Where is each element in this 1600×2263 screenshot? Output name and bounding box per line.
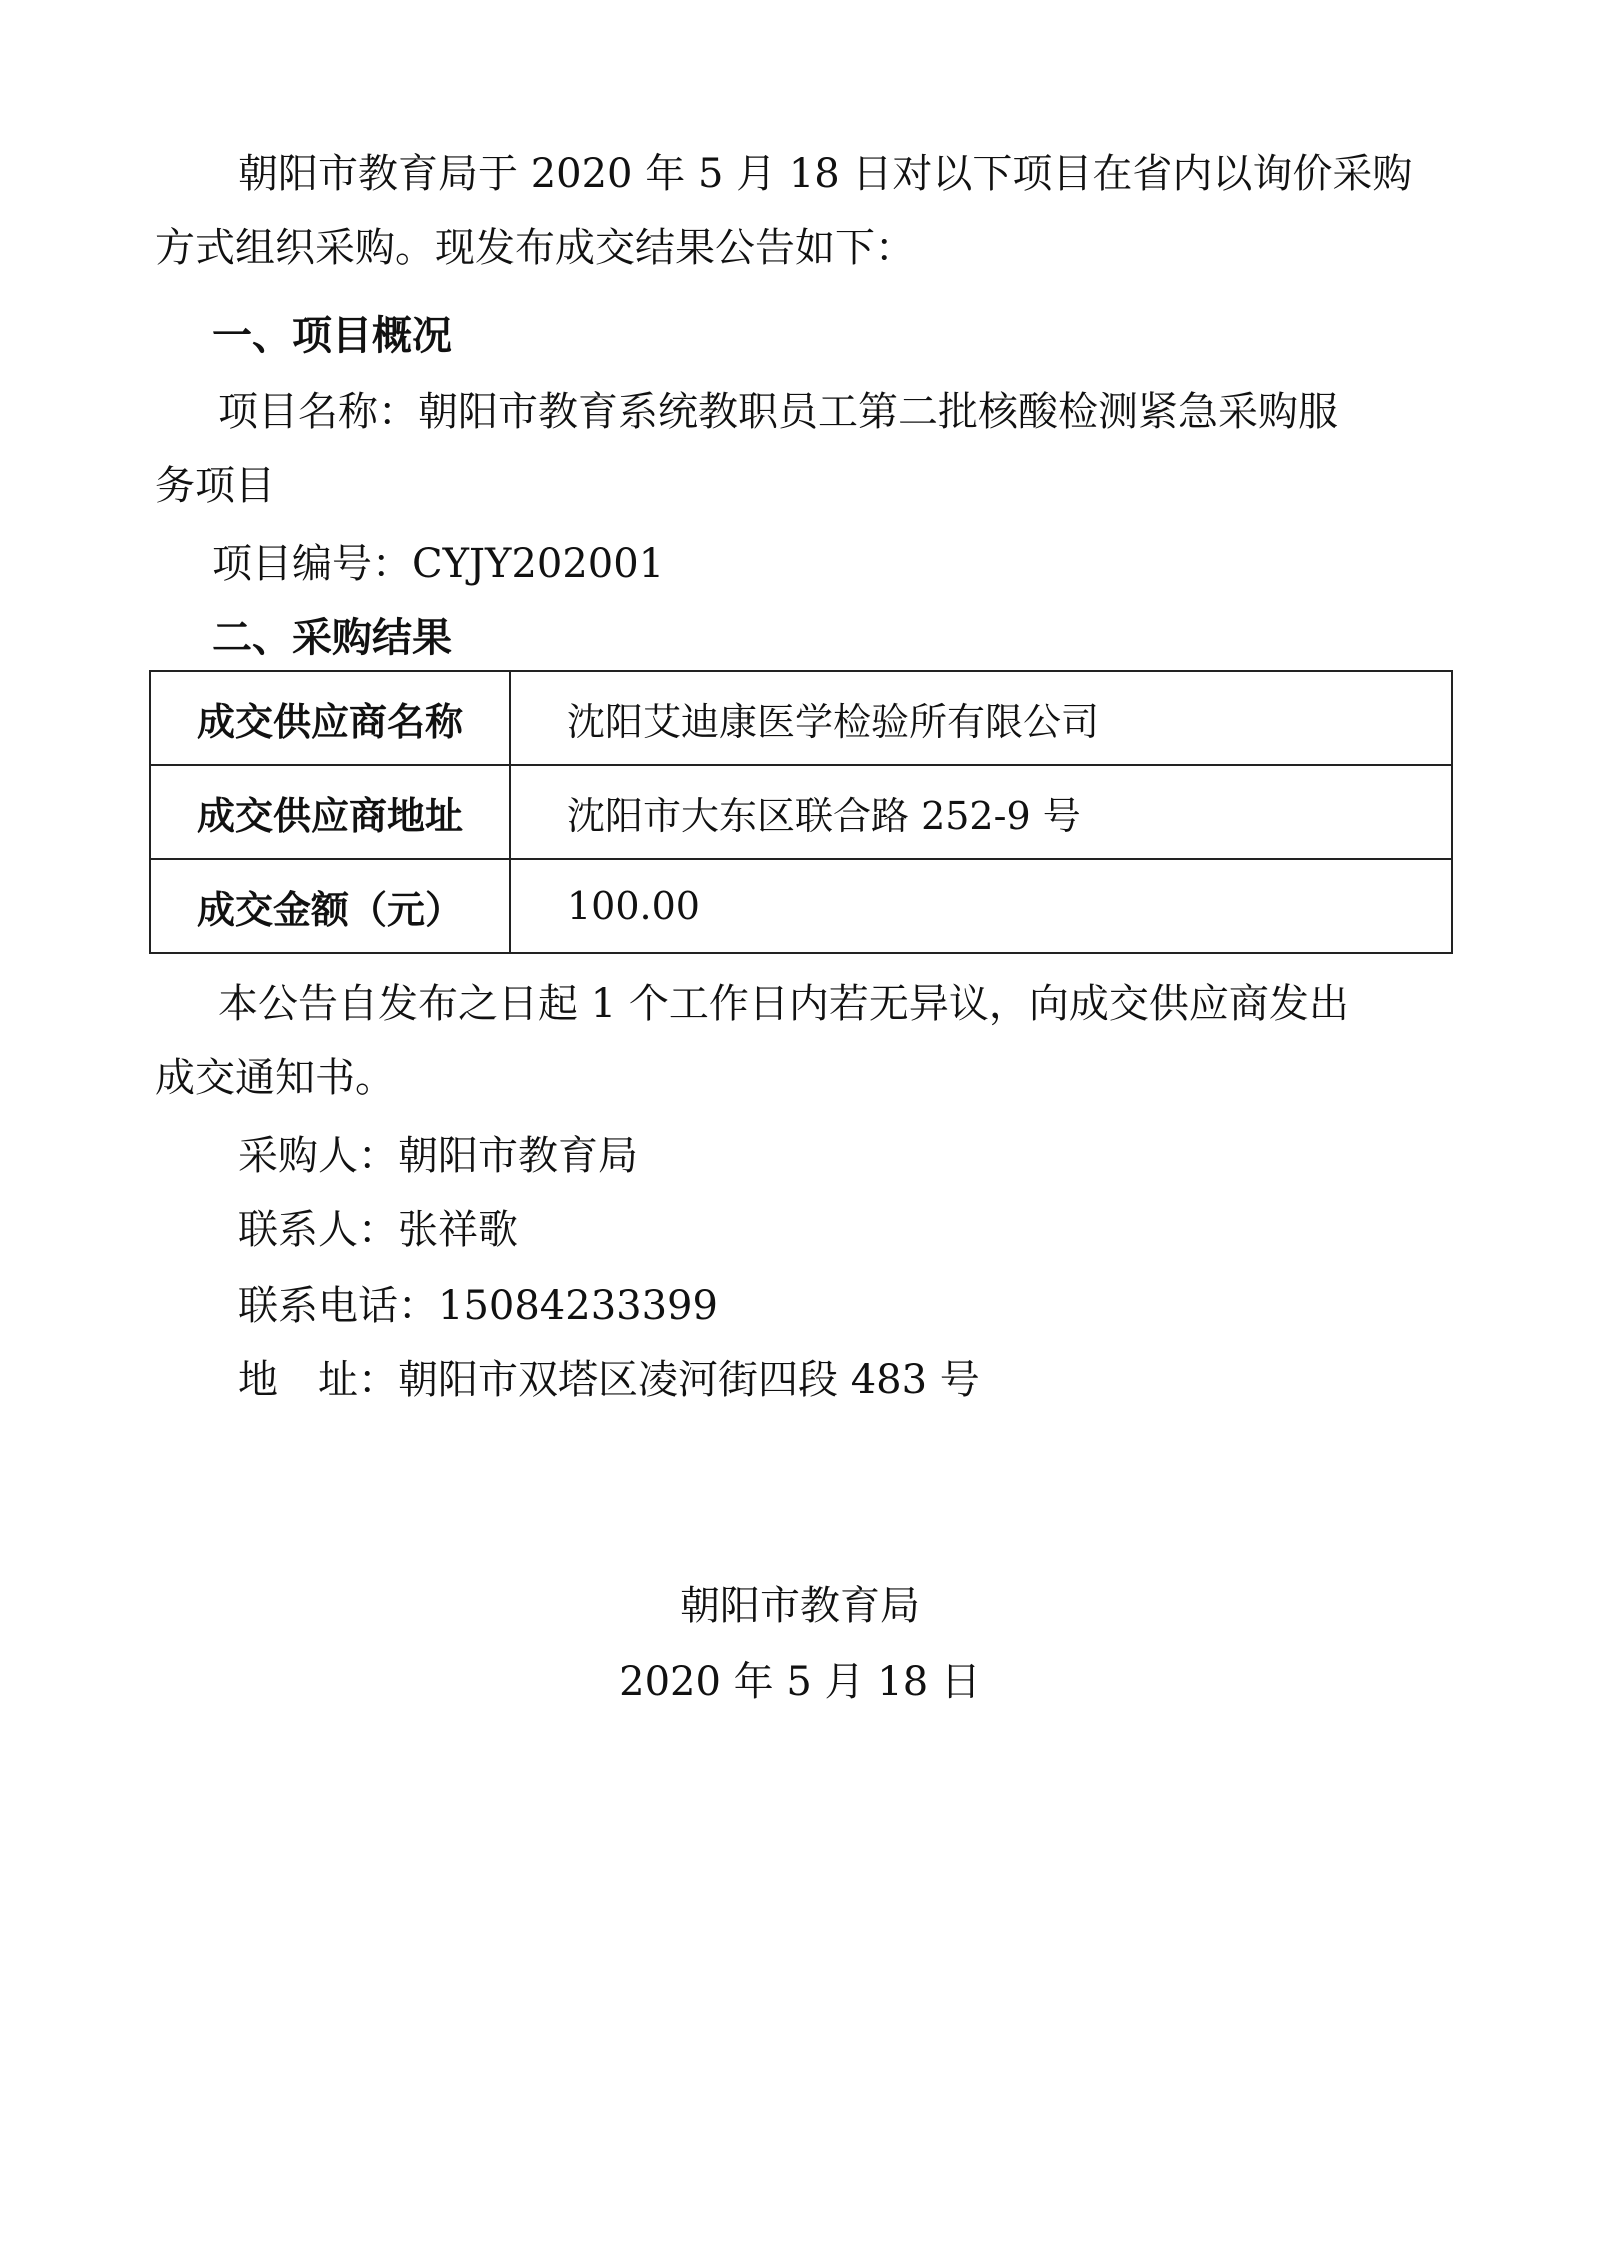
section-heading-overview: 一、项目概况 bbox=[212, 313, 452, 359]
project-code: 项目编号：CYJY202001 bbox=[212, 541, 665, 587]
contact-address: 地 址：朝阳市双塔区凌河街四段 483 号 bbox=[238, 1357, 980, 1403]
project-name-line-2: 务项目 bbox=[155, 463, 275, 509]
amount-label: 成交金额（元） bbox=[150, 859, 510, 953]
intro-line-1: 朝阳市教育局于 2020 年 5 月 18 日对以下项目在省内以询价采购 bbox=[238, 151, 1413, 197]
supplier-name-value: 沈阳艾迪康医学检验所有限公司 bbox=[510, 671, 1452, 765]
project-name-line-1: 项目名称：朝阳市教育系统教职员工第二批核酸检测紧急采购服 bbox=[218, 389, 1338, 435]
supplier-name-label: 成交供应商名称 bbox=[150, 671, 510, 765]
result-table bbox=[149, 670, 1453, 954]
purchaser: 采购人：朝阳市教育局 bbox=[238, 1133, 638, 1179]
contact-phone: 联系电话：15084233399 bbox=[238, 1283, 718, 1329]
signature-date: 2020 年 5 月 18 日 bbox=[619, 1659, 981, 1705]
section-heading-result: 二、采购结果 bbox=[212, 615, 452, 661]
table-row bbox=[150, 765, 1452, 859]
table-row bbox=[150, 859, 1452, 953]
notice-line-1: 本公告自发布之日起 1 个工作日内若无异议，向成交供应商发出 bbox=[218, 981, 1349, 1027]
amount-value: 100.00 bbox=[510, 859, 1452, 953]
intro-line-2: 方式组织采购。现发布成交结果公告如下： bbox=[155, 225, 915, 271]
notice-line-2: 成交通知书。 bbox=[155, 1055, 395, 1101]
supplier-address-label: 成交供应商地址 bbox=[150, 765, 510, 859]
signature-org: 朝阳市教育局 bbox=[680, 1583, 920, 1629]
supplier-address-value: 沈阳市大东区联合路 252-9 号 bbox=[510, 765, 1452, 859]
contact-person: 联系人：张祥歌 bbox=[238, 1207, 518, 1253]
table-row bbox=[150, 671, 1452, 765]
